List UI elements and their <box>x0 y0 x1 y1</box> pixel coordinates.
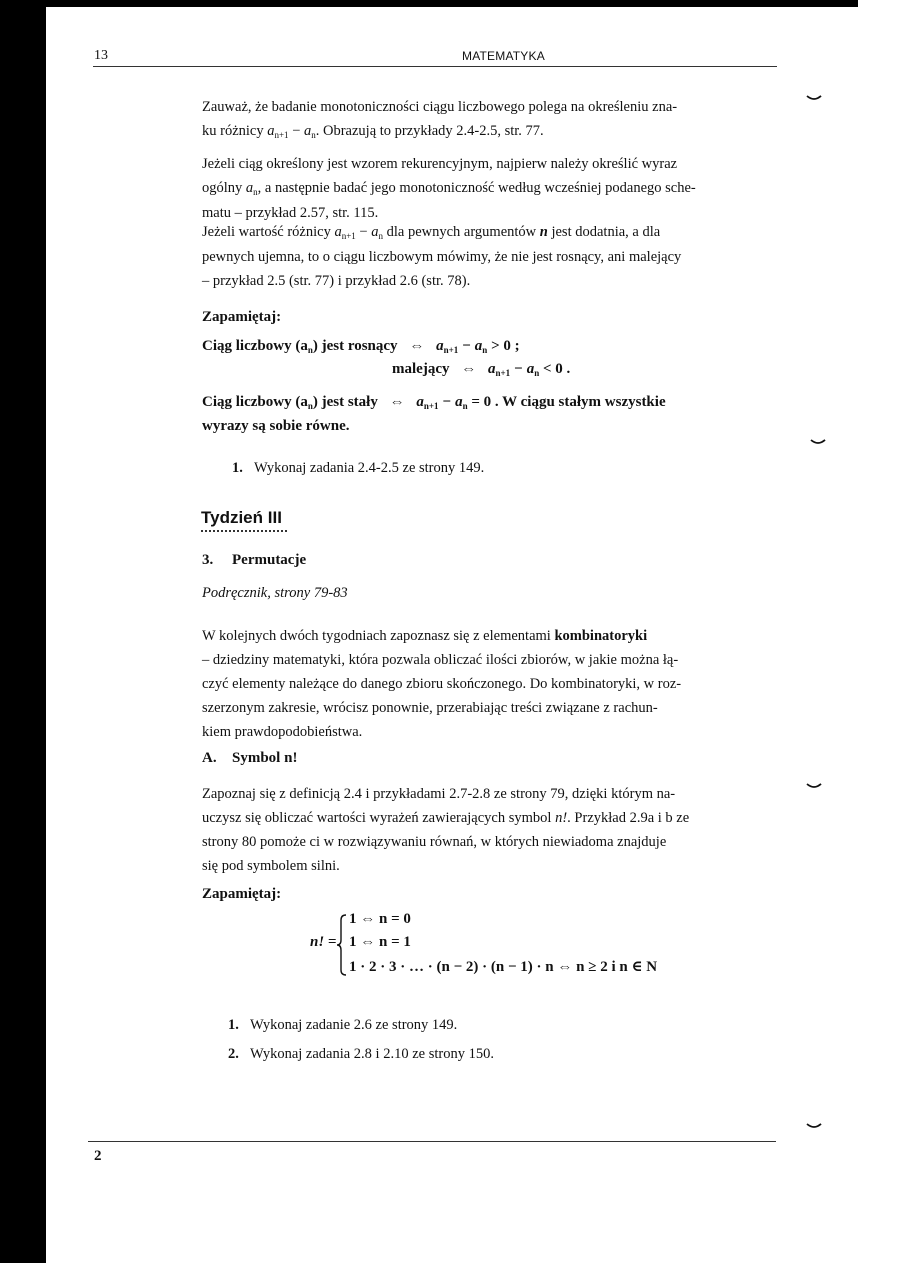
left-brace <box>337 914 347 976</box>
p-text: W kolejnych dwóch tygodniach zapoznasz się z elementami <box>202 628 555 644</box>
subscript: n <box>253 187 258 197</box>
p-italic: n! <box>555 810 568 826</box>
var-a: − a <box>438 394 463 410</box>
para1-text: . Obrazują to przykłady 2.4-2.5, str. 77. <box>315 123 544 139</box>
p-line: czyć elementy należące do danego zbioru skończonego. Do kombinatoryki, w roz- <box>202 676 682 692</box>
week-underline <box>201 530 287 532</box>
scan-top-edge <box>0 0 858 7</box>
rule-text: jest rosnący <box>317 338 402 354</box>
header-rule <box>93 66 777 67</box>
rule-text: jest stały <box>317 394 382 410</box>
p-line: się pod symbolem silni. <box>202 858 340 874</box>
para3-line3: – przykład 2.5 (str. 77) i przykład 2.6 (str. 78). <box>202 273 471 289</box>
task-number: 1. <box>232 460 243 476</box>
week-heading: Tydzień III <box>201 508 282 527</box>
p-line: kiem prawdopodobieństwa. <box>202 724 363 740</box>
section-title: Permutacje <box>232 552 307 568</box>
var-n: n <box>539 224 548 240</box>
check-mark-icon <box>806 94 822 102</box>
subscript: n+1 <box>274 130 289 140</box>
var-a: − a <box>510 361 535 377</box>
para2-text: , a następnie badać jego monotoniczność według wcześniej podanego sche- <box>257 180 696 196</box>
subscript: n+1 <box>443 345 459 355</box>
var-a: − a <box>458 338 483 354</box>
para2-text: ogólny <box>202 180 246 196</box>
task-number: 2. <box>228 1046 239 1062</box>
iff-symbol: ⇔ <box>409 338 425 354</box>
var-a: a <box>245 180 254 196</box>
iff-symbol: ⇔ <box>389 394 405 410</box>
task-item <box>228 1017 457 1034</box>
header-page-number: 13 <box>94 48 108 63</box>
subscript: n <box>462 401 468 411</box>
eq-tail: = 0 . <box>467 394 499 410</box>
rule-decreasing <box>392 361 570 378</box>
remember-heading-2: Zapamiętaj: <box>202 886 282 902</box>
footer-page-number: 2 <box>94 1148 102 1164</box>
textbook-reference: Podręcznik, strony 79-83 <box>202 585 348 601</box>
var-a: a <box>267 123 275 139</box>
ineq-tail: < 0 . <box>539 361 571 377</box>
check-mark-icon <box>806 1122 822 1130</box>
section-heading-symbol <box>202 750 297 767</box>
subscript: n+1 <box>341 231 356 241</box>
p-text: uczysz się obliczać wartości wyrażeń zawierających symbol <box>202 810 556 826</box>
task-item <box>228 1046 494 1063</box>
section-number: 3. <box>202 552 214 568</box>
subscript: n+1 <box>495 368 511 378</box>
paragraph-recursive <box>202 152 776 225</box>
para2-line1: Jeżeli ciąg określony jest wzorem rekurencyjnym, najpierw należy określić wyraz <box>202 156 678 172</box>
task-text: Wykonaj zadania 2.8 i 2.10 ze strony 150. <box>250 1046 494 1062</box>
subscript: n <box>482 345 488 355</box>
var-a: a <box>436 338 444 354</box>
task-text: Wykonaj zadanie 2.6 ze strony 149. <box>250 1017 458 1033</box>
paragraph-factorial <box>202 782 776 878</box>
p-line: strony 80 pomoże ci w rozwiązywaniu równań, w których niewiadoma znajduje <box>202 834 667 850</box>
remember-heading-1: Zapamiętaj: <box>202 309 282 325</box>
var-a: a <box>416 394 424 410</box>
minus: − <box>355 224 372 240</box>
iff-symbol: ⇔ <box>461 361 477 377</box>
rule-constant <box>202 394 666 411</box>
footer-rule <box>88 1141 776 1142</box>
section-number: A. <box>202 750 217 766</box>
seq-close: ) <box>312 338 318 354</box>
para3-line2: pewnych ujemna, to o ciągu liczbowym mówimy, że nie jest rosnący, ani malejący <box>202 249 682 265</box>
subscript: n <box>307 345 313 355</box>
p-text: . Przykład 2.9a i b ze <box>567 810 690 826</box>
factorial-lhs: n! = <box>310 934 337 950</box>
para1-text: ku różnicy <box>202 123 268 139</box>
minus: − <box>288 123 304 139</box>
p-bold: kombinatoryki <box>554 628 648 644</box>
p-line: szerzonym zakresie, wrócisz ponownie, przerabiając treści związane z rachun- <box>202 700 658 716</box>
var-a: a <box>334 224 342 240</box>
rule-text: Ciąg liczbowy <box>202 394 296 410</box>
section-heading-permutations <box>202 552 306 569</box>
p-line: – dziedziny matematyki, która pozwala obliczać ilości zbiorów, w jakie można łą- <box>202 652 679 668</box>
subscript: n+1 <box>423 401 439 411</box>
para3-text: dla pewnych argumentów <box>382 224 540 240</box>
para1-line1: Zauważ, że badanie monotoniczności ciągu liczbowego polega na określeniu zna- <box>202 99 678 115</box>
header-title: MATEMATYKA <box>462 49 545 63</box>
rule-increasing <box>202 338 520 355</box>
var-a: a <box>304 123 312 139</box>
subscript: n <box>307 401 313 411</box>
paragraph-monotonicity <box>202 95 776 144</box>
paragraph-neither <box>202 220 776 293</box>
rule-constant-line2: wyrazy są sobie równe. <box>202 418 350 434</box>
para2-line3: matu – przykład 2.57, str. 115. <box>202 205 379 221</box>
paragraph-combinatorics <box>202 624 776 744</box>
ineq-tail: > 0 ; <box>487 338 520 354</box>
para3-text: jest dodatnia, a dla <box>547 224 661 240</box>
scan-left-edge <box>0 0 46 1263</box>
rule-text: W ciągu stałym wszystkie <box>498 394 666 410</box>
rule-text: malejący <box>392 361 454 377</box>
subscript: n <box>378 231 383 241</box>
para3-text: Jeżeli wartość różnicy <box>202 224 335 240</box>
var-a: a <box>487 361 496 377</box>
var-a: a <box>371 224 379 240</box>
section-title: Symbol n! <box>232 750 298 766</box>
seq-close: ) <box>312 394 318 410</box>
subscript: n <box>311 130 316 140</box>
rule-text: Ciąg liczbowy <box>202 338 296 354</box>
task-item <box>232 460 484 477</box>
p-line: Zapoznaj się z definicją 2.4 i przykładami 2.7-2.8 ze strony 79, dzięki którym na- <box>202 786 676 802</box>
factorial-case-1: 1 ⇔ n = 0 <box>349 911 411 927</box>
seq-open: (a <box>295 338 308 354</box>
subscript: n <box>534 368 540 378</box>
seq-open: (a <box>295 394 308 410</box>
task-number: 1. <box>228 1017 239 1033</box>
factorial-case-3: 1 · 2 · 3 · … · (n − 2) · (n − 1) · n ⇔ n ≥ 2 i n ∈ N <box>349 959 658 975</box>
factorial-case-2: 1 ⇔ n = 1 <box>349 934 411 950</box>
check-mark-icon <box>806 782 822 790</box>
task-text: Wykonaj zadania 2.4-2.5 ze strony 149. <box>254 460 485 476</box>
check-mark-icon <box>810 438 826 446</box>
